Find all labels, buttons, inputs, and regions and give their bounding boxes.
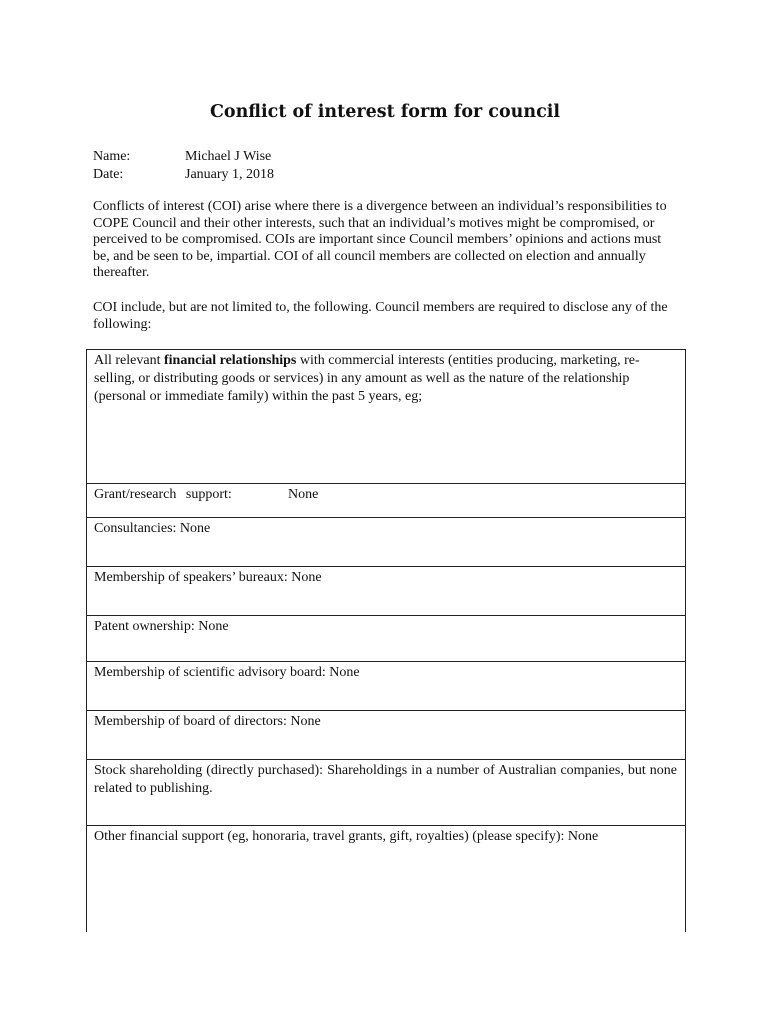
financial-prefix: All relevant bbox=[94, 353, 164, 368]
table-row-patent bbox=[87, 616, 685, 662]
table-row-stock bbox=[87, 760, 685, 826]
board-directors-text: Membership of board of directors: None bbox=[94, 714, 321, 729]
other-financial-support-text: Other financial support (eg, honoraria, travel grants, gift, royalties) (please specify): None bbox=[94, 829, 599, 844]
table-row-financial bbox=[87, 350, 685, 484]
table-row-consultancies bbox=[87, 518, 685, 567]
speakers-bureaux-text: Membership of speakers’ bureaux: None bbox=[94, 570, 322, 585]
table-row-speakers bbox=[87, 567, 685, 616]
patent-ownership-text: Patent ownership: None bbox=[94, 619, 229, 634]
page-title: Conflict of interest form for council bbox=[209, 102, 561, 122]
financial-relationships-text bbox=[94, 352, 677, 406]
consultancies-text: Consultancies: None bbox=[94, 521, 211, 536]
date-line bbox=[93, 166, 274, 184]
table-row-advisory bbox=[87, 662, 685, 711]
grant-cell bbox=[94, 486, 677, 504]
grant-label: Grant/research support: bbox=[94, 487, 232, 502]
table-row-other bbox=[87, 826, 685, 932]
name-line bbox=[93, 148, 271, 166]
name-value: Michael J Wise bbox=[185, 149, 272, 164]
intro-paragraph: Conflicts of interest (COI) arise where there is a divergence between an individual’s responsibilities to COPE Council and their other interests, such that an individual’s motives might be compromised, or perceived to be compromised. COIs are important since Council members’ opinions and actions must be, and be seen to be, impartial. COI of all council members are collected on election and annually thereafter. bbox=[93, 199, 667, 280]
financial-suffix: with commercial interests (entities producing, marketing, re-selling, or distributing goods or services) in any amount as well as the nature of the relationship (personal or immediate family) within the past 5 years, eg; bbox=[94, 353, 640, 404]
table-row-directors bbox=[87, 711, 685, 760]
disclosure-paragraph: COI include, but are not limited to, the following. Council members are required to disclose any of the following: bbox=[93, 300, 668, 332]
date-value: January 1, 2018 bbox=[185, 167, 275, 182]
date-label: Date: bbox=[93, 167, 124, 182]
stock-shareholding-text: Stock shareholding (directly purchased): Shareholdings in a number of Australian companies, but none related to publishing. bbox=[94, 763, 677, 796]
grant-value: None bbox=[288, 487, 319, 502]
name-label: Name: bbox=[93, 149, 131, 164]
advisory-board-text: Membership of scientific advisory board: None bbox=[94, 665, 360, 680]
table-row-grant bbox=[87, 484, 685, 518]
financial-bold: financial relationships bbox=[163, 353, 297, 368]
coi-table bbox=[86, 349, 686, 932]
